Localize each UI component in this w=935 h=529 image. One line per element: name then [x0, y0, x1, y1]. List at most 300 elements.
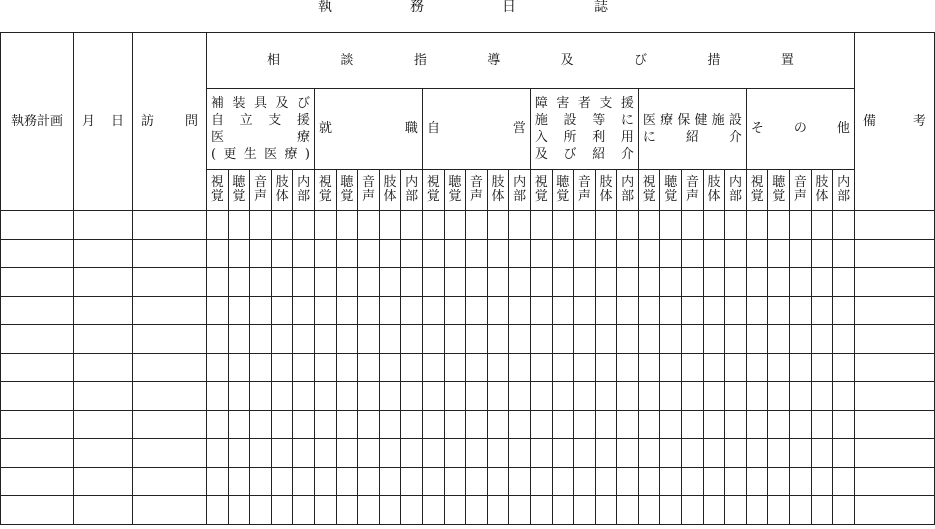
entry-cell[interactable]: [271, 439, 293, 468]
entry-cell[interactable]: [336, 296, 358, 325]
entry-cell[interactable]: [660, 410, 682, 439]
entry-cell[interactable]: [422, 211, 444, 240]
entry-cell[interactable]: [74, 439, 133, 468]
entry-cell[interactable]: [250, 325, 272, 354]
entry-cell[interactable]: [271, 211, 293, 240]
entry-cell[interactable]: [487, 410, 509, 439]
entry-cell[interactable]: [379, 325, 401, 354]
entry-cell[interactable]: [574, 325, 596, 354]
entry-cell[interactable]: [746, 467, 768, 496]
entry-cell[interactable]: [790, 410, 812, 439]
entry-cell[interactable]: [358, 239, 380, 268]
entry-cell[interactable]: [703, 239, 725, 268]
entry-cell[interactable]: [250, 382, 272, 411]
entry-cell[interactable]: [1, 353, 74, 382]
entry-cell[interactable]: [552, 382, 574, 411]
entry-cell[interactable]: [638, 211, 660, 240]
entry-cell[interactable]: [133, 353, 207, 382]
entry-cell[interactable]: [854, 382, 934, 411]
entry-cell[interactable]: [790, 325, 812, 354]
entry-cell[interactable]: [768, 353, 790, 382]
entry-cell[interactable]: [725, 239, 747, 268]
entry-cell[interactable]: [228, 268, 250, 297]
entry-cell[interactable]: [293, 239, 315, 268]
entry-cell[interactable]: [682, 410, 704, 439]
entry-cell[interactable]: [746, 496, 768, 525]
entry-cell[interactable]: [833, 382, 855, 411]
entry-cell[interactable]: [703, 211, 725, 240]
entry-cell[interactable]: [768, 439, 790, 468]
entry-cell[interactable]: [271, 239, 293, 268]
entry-cell[interactable]: [552, 467, 574, 496]
entry-cell[interactable]: [725, 382, 747, 411]
entry-cell[interactable]: [358, 382, 380, 411]
entry-cell[interactable]: [444, 353, 466, 382]
entry-cell[interactable]: [768, 239, 790, 268]
entry-cell[interactable]: [379, 467, 401, 496]
entry-cell[interactable]: [725, 410, 747, 439]
entry-cell[interactable]: [401, 325, 423, 354]
entry-cell[interactable]: [1, 439, 74, 468]
entry-cell[interactable]: [401, 296, 423, 325]
entry-cell[interactable]: [133, 325, 207, 354]
entry-cell[interactable]: [1, 325, 74, 354]
entry-cell[interactable]: [487, 467, 509, 496]
entry-cell[interactable]: [379, 410, 401, 439]
entry-cell[interactable]: [271, 353, 293, 382]
entry-cell[interactable]: [466, 382, 488, 411]
entry-cell[interactable]: [228, 382, 250, 411]
entry-cell[interactable]: [617, 325, 639, 354]
entry-cell[interactable]: [660, 353, 682, 382]
entry-cell[interactable]: [530, 467, 552, 496]
entry-cell[interactable]: [703, 325, 725, 354]
entry-cell[interactable]: [293, 410, 315, 439]
entry-cell[interactable]: [552, 353, 574, 382]
entry-cell[interactable]: [790, 268, 812, 297]
entry-cell[interactable]: [617, 382, 639, 411]
entry-cell[interactable]: [271, 496, 293, 525]
entry-cell[interactable]: [660, 467, 682, 496]
entry-cell[interactable]: [1, 382, 74, 411]
entry-cell[interactable]: [336, 239, 358, 268]
entry-cell[interactable]: [530, 410, 552, 439]
entry-cell[interactable]: [336, 467, 358, 496]
entry-cell[interactable]: [811, 325, 833, 354]
entry-cell[interactable]: [703, 439, 725, 468]
entry-cell[interactable]: [487, 496, 509, 525]
entry-cell[interactable]: [530, 268, 552, 297]
entry-cell[interactable]: [854, 211, 934, 240]
entry-cell[interactable]: [595, 353, 617, 382]
entry-cell[interactable]: [444, 325, 466, 354]
entry-cell[interactable]: [682, 496, 704, 525]
entry-cell[interactable]: [746, 439, 768, 468]
entry-cell[interactable]: [74, 496, 133, 525]
entry-cell[interactable]: [228, 239, 250, 268]
entry-cell[interactable]: [444, 211, 466, 240]
entry-cell[interactable]: [466, 439, 488, 468]
entry-cell[interactable]: [293, 296, 315, 325]
entry-cell[interactable]: [574, 410, 596, 439]
entry-cell[interactable]: [207, 353, 229, 382]
entry-cell[interactable]: [228, 467, 250, 496]
entry-cell[interactable]: [207, 439, 229, 468]
entry-cell[interactable]: [444, 410, 466, 439]
entry-cell[interactable]: [746, 239, 768, 268]
entry-cell[interactable]: [250, 268, 272, 297]
entry-cell[interactable]: [401, 382, 423, 411]
entry-cell[interactable]: [530, 496, 552, 525]
entry-cell[interactable]: [574, 382, 596, 411]
entry-cell[interactable]: [703, 353, 725, 382]
entry-cell[interactable]: [422, 496, 444, 525]
entry-cell[interactable]: [768, 410, 790, 439]
entry-cell[interactable]: [133, 467, 207, 496]
entry-cell[interactable]: [358, 296, 380, 325]
entry-cell[interactable]: [250, 467, 272, 496]
entry-cell[interactable]: [250, 496, 272, 525]
entry-cell[interactable]: [595, 325, 617, 354]
entry-cell[interactable]: [530, 296, 552, 325]
entry-cell[interactable]: [358, 353, 380, 382]
entry-cell[interactable]: [638, 353, 660, 382]
entry-cell[interactable]: [466, 268, 488, 297]
entry-cell[interactable]: [703, 382, 725, 411]
entry-cell[interactable]: [595, 496, 617, 525]
entry-cell[interactable]: [811, 239, 833, 268]
entry-cell[interactable]: [833, 353, 855, 382]
entry-cell[interactable]: [617, 296, 639, 325]
entry-cell[interactable]: [271, 325, 293, 354]
entry-cell[interactable]: [207, 211, 229, 240]
entry-cell[interactable]: [530, 439, 552, 468]
entry-cell[interactable]: [854, 439, 934, 468]
entry-cell[interactable]: [790, 382, 812, 411]
entry-cell[interactable]: [833, 410, 855, 439]
entry-cell[interactable]: [660, 296, 682, 325]
entry-cell[interactable]: [811, 439, 833, 468]
entry-cell[interactable]: [207, 239, 229, 268]
entry-cell[interactable]: [509, 410, 531, 439]
entry-cell[interactable]: [422, 268, 444, 297]
entry-cell[interactable]: [552, 239, 574, 268]
entry-cell[interactable]: [833, 211, 855, 240]
entry-cell[interactable]: [444, 239, 466, 268]
entry-cell[interactable]: [595, 467, 617, 496]
entry-cell[interactable]: [509, 496, 531, 525]
entry-cell[interactable]: [314, 211, 336, 240]
entry-cell[interactable]: [466, 410, 488, 439]
entry-cell[interactable]: [660, 268, 682, 297]
entry-cell[interactable]: [703, 410, 725, 439]
entry-cell[interactable]: [133, 211, 207, 240]
entry-cell[interactable]: [768, 467, 790, 496]
entry-cell[interactable]: [768, 496, 790, 525]
entry-cell[interactable]: [314, 296, 336, 325]
entry-cell[interactable]: [358, 439, 380, 468]
entry-cell[interactable]: [228, 496, 250, 525]
entry-cell[interactable]: [401, 439, 423, 468]
entry-cell[interactable]: [1, 410, 74, 439]
entry-cell[interactable]: [358, 268, 380, 297]
entry-cell[interactable]: [1, 268, 74, 297]
entry-cell[interactable]: [133, 268, 207, 297]
entry-cell[interactable]: [250, 353, 272, 382]
entry-cell[interactable]: [790, 296, 812, 325]
entry-cell[interactable]: [725, 353, 747, 382]
entry-cell[interactable]: [336, 410, 358, 439]
entry-cell[interactable]: [401, 211, 423, 240]
entry-cell[interactable]: [422, 382, 444, 411]
entry-cell[interactable]: [74, 467, 133, 496]
entry-cell[interactable]: [1, 296, 74, 325]
entry-cell[interactable]: [74, 268, 133, 297]
entry-cell[interactable]: [552, 439, 574, 468]
entry-cell[interactable]: [1, 211, 74, 240]
entry-cell[interactable]: [207, 467, 229, 496]
entry-cell[interactable]: [207, 268, 229, 297]
entry-cell[interactable]: [682, 268, 704, 297]
entry-cell[interactable]: [746, 296, 768, 325]
entry-cell[interactable]: [595, 382, 617, 411]
entry-cell[interactable]: [466, 353, 488, 382]
entry-cell[interactable]: [638, 382, 660, 411]
entry-cell[interactable]: [293, 467, 315, 496]
entry-cell[interactable]: [444, 296, 466, 325]
entry-cell[interactable]: [74, 296, 133, 325]
entry-cell[interactable]: [314, 496, 336, 525]
entry-cell[interactable]: [401, 496, 423, 525]
entry-cell[interactable]: [552, 268, 574, 297]
entry-cell[interactable]: [574, 467, 596, 496]
entry-cell[interactable]: [207, 410, 229, 439]
entry-cell[interactable]: [358, 467, 380, 496]
entry-cell[interactable]: [293, 353, 315, 382]
entry-cell[interactable]: [271, 382, 293, 411]
entry-cell[interactable]: [617, 439, 639, 468]
entry-cell[interactable]: [293, 211, 315, 240]
entry-cell[interactable]: [638, 268, 660, 297]
entry-cell[interactable]: [444, 268, 466, 297]
entry-cell[interactable]: [74, 353, 133, 382]
entry-cell[interactable]: [293, 268, 315, 297]
entry-cell[interactable]: [552, 325, 574, 354]
entry-cell[interactable]: [422, 325, 444, 354]
entry-cell[interactable]: [336, 439, 358, 468]
entry-cell[interactable]: [271, 296, 293, 325]
entry-cell[interactable]: [444, 496, 466, 525]
entry-cell[interactable]: [509, 353, 531, 382]
entry-cell[interactable]: [466, 211, 488, 240]
entry-cell[interactable]: [509, 268, 531, 297]
entry-cell[interactable]: [811, 296, 833, 325]
entry-cell[interactable]: [271, 467, 293, 496]
entry-cell[interactable]: [228, 296, 250, 325]
entry-cell[interactable]: [811, 353, 833, 382]
entry-cell[interactable]: [574, 296, 596, 325]
entry-cell[interactable]: [422, 467, 444, 496]
entry-cell[interactable]: [530, 239, 552, 268]
entry-cell[interactable]: [617, 268, 639, 297]
entry-cell[interactable]: [682, 439, 704, 468]
entry-cell[interactable]: [444, 467, 466, 496]
entry-cell[interactable]: [682, 353, 704, 382]
entry-cell[interactable]: [466, 296, 488, 325]
entry-cell[interactable]: [509, 239, 531, 268]
entry-cell[interactable]: [574, 353, 596, 382]
entry-cell[interactable]: [487, 439, 509, 468]
entry-cell[interactable]: [768, 296, 790, 325]
entry-cell[interactable]: [422, 410, 444, 439]
entry-cell[interactable]: [314, 325, 336, 354]
entry-cell[interactable]: [250, 410, 272, 439]
entry-cell[interactable]: [509, 211, 531, 240]
entry-cell[interactable]: [336, 496, 358, 525]
entry-cell[interactable]: [725, 496, 747, 525]
entry-cell[interactable]: [638, 467, 660, 496]
entry-cell[interactable]: [595, 268, 617, 297]
entry-cell[interactable]: [768, 211, 790, 240]
entry-cell[interactable]: [379, 439, 401, 468]
entry-cell[interactable]: [854, 296, 934, 325]
entry-cell[interactable]: [228, 439, 250, 468]
entry-cell[interactable]: [509, 382, 531, 411]
entry-cell[interactable]: [552, 296, 574, 325]
entry-cell[interactable]: [271, 410, 293, 439]
entry-cell[interactable]: [703, 496, 725, 525]
entry-cell[interactable]: [530, 211, 552, 240]
entry-cell[interactable]: [336, 382, 358, 411]
entry-cell[interactable]: [725, 268, 747, 297]
entry-cell[interactable]: [617, 410, 639, 439]
entry-cell[interactable]: [790, 211, 812, 240]
entry-cell[interactable]: [574, 496, 596, 525]
entry-cell[interactable]: [466, 467, 488, 496]
entry-cell[interactable]: [228, 211, 250, 240]
entry-cell[interactable]: [660, 239, 682, 268]
entry-cell[interactable]: [746, 211, 768, 240]
entry-cell[interactable]: [768, 268, 790, 297]
entry-cell[interactable]: [660, 439, 682, 468]
entry-cell[interactable]: [133, 382, 207, 411]
entry-cell[interactable]: [1, 239, 74, 268]
entry-cell[interactable]: [638, 325, 660, 354]
entry-cell[interactable]: [487, 325, 509, 354]
entry-cell[interactable]: [595, 211, 617, 240]
entry-cell[interactable]: [574, 268, 596, 297]
entry-cell[interactable]: [207, 496, 229, 525]
entry-cell[interactable]: [422, 439, 444, 468]
entry-cell[interactable]: [725, 467, 747, 496]
entry-cell[interactable]: [379, 353, 401, 382]
entry-cell[interactable]: [574, 239, 596, 268]
entry-cell[interactable]: [703, 296, 725, 325]
entry-cell[interactable]: [314, 353, 336, 382]
entry-cell[interactable]: [379, 496, 401, 525]
entry-cell[interactable]: [466, 325, 488, 354]
entry-cell[interactable]: [336, 211, 358, 240]
entry-cell[interactable]: [638, 496, 660, 525]
entry-cell[interactable]: [768, 325, 790, 354]
entry-cell[interactable]: [638, 410, 660, 439]
entry-cell[interactable]: [833, 296, 855, 325]
entry-cell[interactable]: [552, 410, 574, 439]
entry-cell[interactable]: [509, 467, 531, 496]
entry-cell[interactable]: [228, 410, 250, 439]
entry-cell[interactable]: [811, 268, 833, 297]
entry-cell[interactable]: [271, 268, 293, 297]
entry-cell[interactable]: [358, 325, 380, 354]
entry-cell[interactable]: [811, 382, 833, 411]
entry-cell[interactable]: [314, 467, 336, 496]
entry-cell[interactable]: [638, 439, 660, 468]
entry-cell[interactable]: [379, 211, 401, 240]
entry-cell[interactable]: [358, 211, 380, 240]
entry-cell[interactable]: [250, 239, 272, 268]
entry-cell[interactable]: [574, 211, 596, 240]
entry-cell[interactable]: [314, 410, 336, 439]
entry-cell[interactable]: [854, 268, 934, 297]
entry-cell[interactable]: [401, 410, 423, 439]
entry-cell[interactable]: [358, 410, 380, 439]
entry-cell[interactable]: [336, 353, 358, 382]
entry-cell[interactable]: [854, 496, 934, 525]
entry-cell[interactable]: [207, 382, 229, 411]
entry-cell[interactable]: [444, 382, 466, 411]
entry-cell[interactable]: [617, 496, 639, 525]
entry-cell[interactable]: [293, 382, 315, 411]
entry-cell[interactable]: [487, 382, 509, 411]
entry-cell[interactable]: [617, 239, 639, 268]
entry-cell[interactable]: [790, 239, 812, 268]
entry-cell[interactable]: [444, 439, 466, 468]
entry-cell[interactable]: [617, 211, 639, 240]
entry-cell[interactable]: [379, 296, 401, 325]
entry-cell[interactable]: [74, 382, 133, 411]
entry-cell[interactable]: [250, 211, 272, 240]
entry-cell[interactable]: [336, 268, 358, 297]
entry-cell[interactable]: [552, 496, 574, 525]
entry-cell[interactable]: [314, 439, 336, 468]
entry-cell[interactable]: [595, 239, 617, 268]
entry-cell[interactable]: [314, 239, 336, 268]
entry-cell[interactable]: [379, 268, 401, 297]
entry-cell[interactable]: [790, 467, 812, 496]
entry-cell[interactable]: [509, 296, 531, 325]
entry-cell[interactable]: [422, 296, 444, 325]
entry-cell[interactable]: [487, 296, 509, 325]
entry-cell[interactable]: [74, 211, 133, 240]
entry-cell[interactable]: [336, 325, 358, 354]
entry-cell[interactable]: [1, 496, 74, 525]
entry-cell[interactable]: [833, 239, 855, 268]
entry-cell[interactable]: [133, 496, 207, 525]
entry-cell[interactable]: [228, 353, 250, 382]
entry-cell[interactable]: [509, 439, 531, 468]
entry-cell[interactable]: [207, 325, 229, 354]
entry-cell[interactable]: [638, 239, 660, 268]
entry-cell[interactable]: [682, 296, 704, 325]
entry-cell[interactable]: [250, 439, 272, 468]
entry-cell[interactable]: [487, 353, 509, 382]
entry-cell[interactable]: [293, 439, 315, 468]
entry-cell[interactable]: [790, 353, 812, 382]
entry-cell[interactable]: [660, 496, 682, 525]
entry-cell[interactable]: [595, 410, 617, 439]
entry-cell[interactable]: [660, 382, 682, 411]
entry-cell[interactable]: [746, 268, 768, 297]
